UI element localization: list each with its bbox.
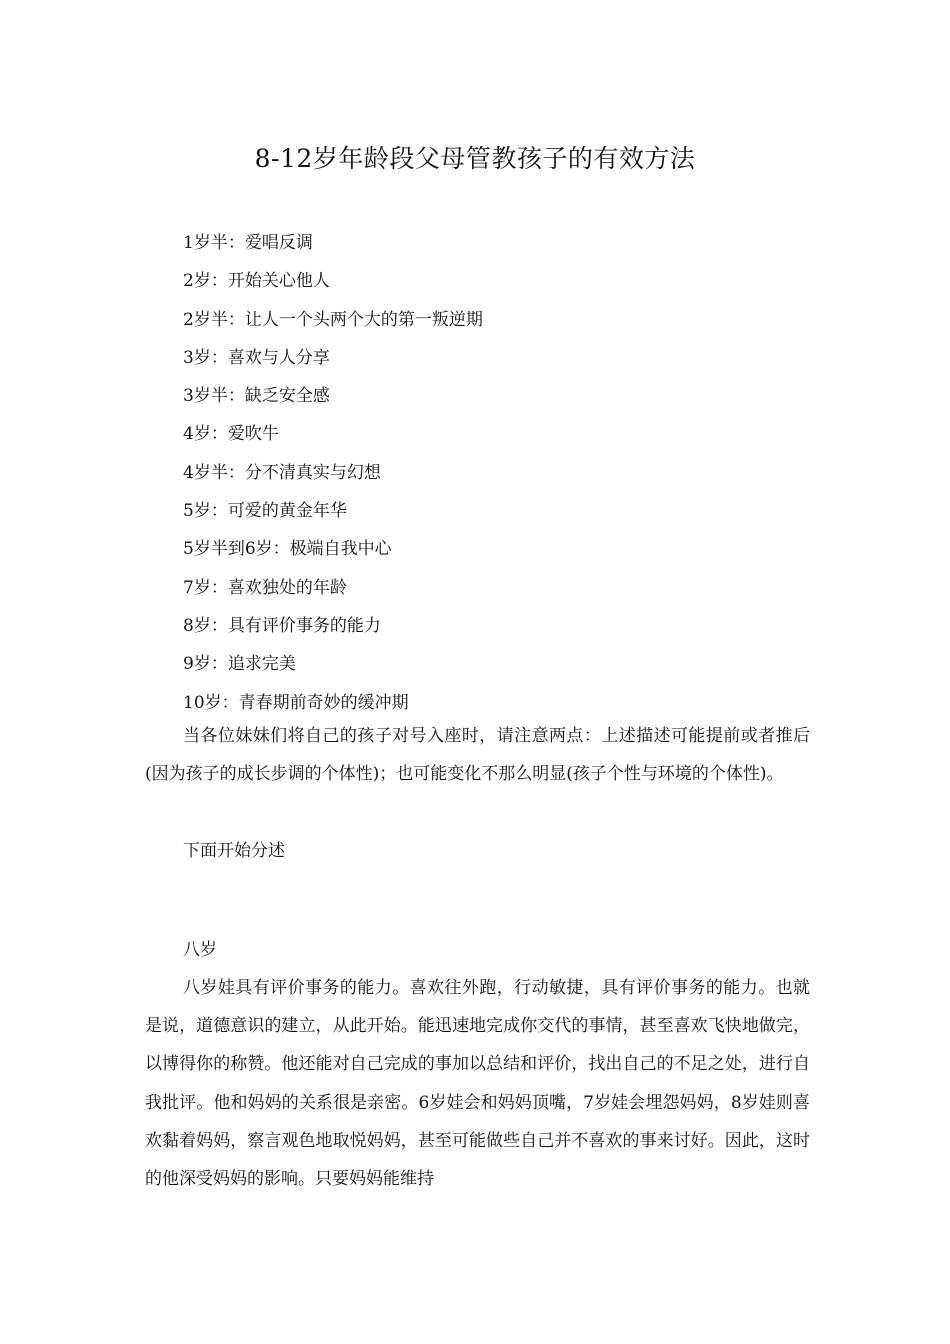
list-item: 5岁：可爱的黄金年华: [183, 501, 347, 522]
list-item: 7岁：喜欢独处的年龄: [183, 577, 347, 598]
section-body-paragraph: 八岁娃具有评价事务的能力。喜欢往外跑，行动敏捷，具有评价事务的能力。也就是说，道德意识的建立，从此开始。能迅速地完成你交代的事情，甚至喜欢飞快地做完，以博得你的称赞。他还能对自己完成的事加以总结和评价，找出自己的不足之处，进行自我批评。他和妈妈的关系很是亲密。6岁娃会和妈妈顶嘴，7岁娃会埋怨妈妈，8岁娃则喜欢黏着妈妈，察言观色地取悦妈妈，甚至可能做些自己并不喜欢的事来讨好。因此，这时的他深受妈妈的影响。只要妈妈能维持: [145, 978, 810, 1190]
note-paragraph: 当各位妹妹们将自己的孩子对号入座时，请注意两点：上述描述可能提前或者推后(因为孩子的成长步调的个体性)；也可能变化不那么明显(孩子个性与环境的个体性)。: [145, 726, 810, 785]
list-item: 9岁：追求完美: [183, 654, 296, 675]
list-item: 3岁半：缺乏安全感: [183, 386, 330, 407]
list-item: 3岁：喜欢与人分享: [183, 347, 330, 368]
list-item: 1岁半：爱唱反调: [183, 233, 313, 253]
list-item: 8岁：具有评价事务的能力: [183, 615, 381, 636]
list-item: 2岁半：让人一个头两个大的第一叛逆期: [183, 309, 483, 330]
intro-line: 下面开始分述: [183, 841, 285, 861]
list-item: 4岁半：分不清真实与幻想: [183, 462, 381, 483]
age-stage-list: [183, 224, 483, 722]
list-item: 10岁：青春期前奇妙的缓冲期: [183, 692, 409, 713]
document-title: 8-12岁年龄段父母管教孩子的有效方法: [254, 144, 696, 173]
list-item: 5岁半到6岁：极端自我中心: [183, 539, 392, 560]
section-heading: 八岁: [183, 940, 217, 960]
list-item: 4岁：爱吹牛: [183, 424, 279, 445]
list-item: 2岁：开始关心他人: [183, 271, 330, 292]
